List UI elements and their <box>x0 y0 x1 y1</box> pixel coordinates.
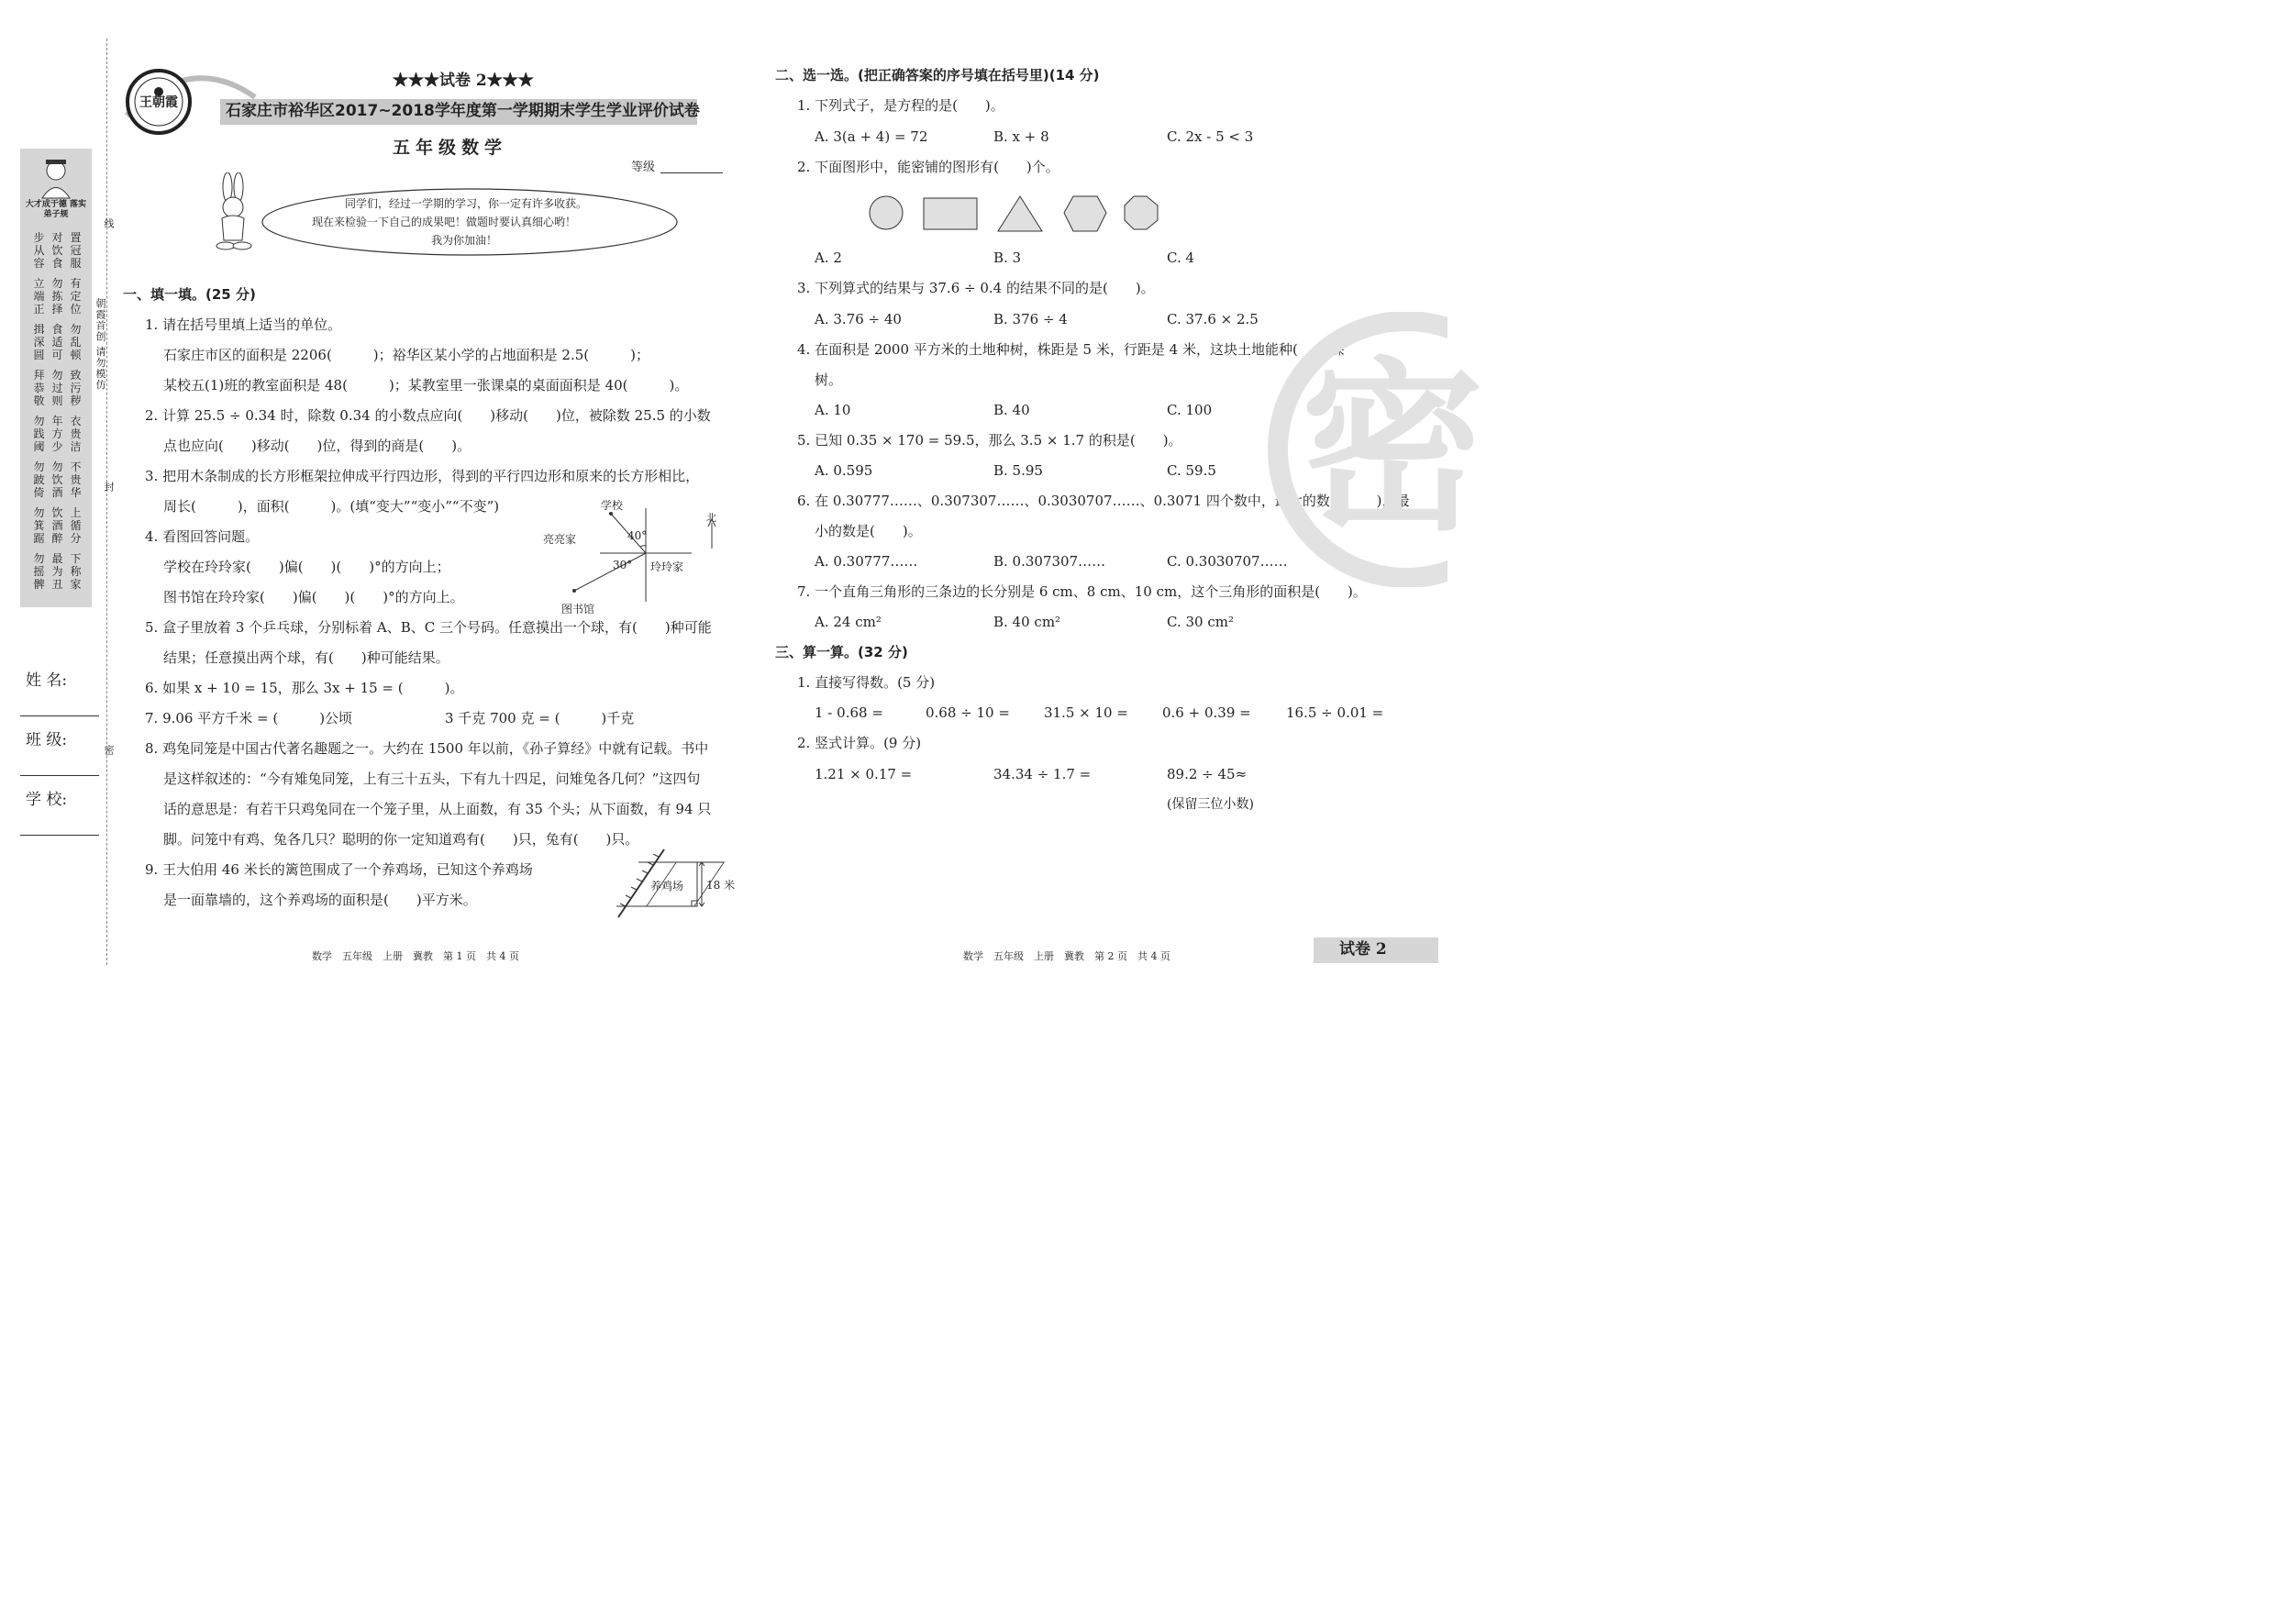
s1-line: 点也应向( )移动( )位，得到的商是( )。 <box>163 438 471 454</box>
s1-line: 是这样叙述的：“今有雉兔同笼，上有三十五头，下有九十四足，问雉兔各几何？”这四句 <box>163 771 701 787</box>
q5-text: 5. 已知 0.35 × 170 = 59.5，那么 3.5 × 1.7 的积是( )。 <box>797 432 1182 449</box>
q5-option-a: A. 0.595 <box>815 462 873 479</box>
motto-column: 勿箕踞 <box>33 506 45 545</box>
name-label: 姓 名: <box>26 671 68 690</box>
mental-calc-4: 0.6 + 0.39 = <box>1162 704 1251 721</box>
motto-column: 立端正 <box>33 277 45 316</box>
motto-column: 衣贵洁 <box>70 415 82 453</box>
s3-part1: 1. 直接写得数。(5 分) <box>797 674 936 691</box>
class-label: 班 级: <box>26 731 68 749</box>
motto-column: 最为丑 <box>51 552 63 591</box>
s1-line: 3. 把用木条制成的长方形框架拉伸成平行四边形，得到的平行四边形和原来的长方形相比， <box>145 468 700 484</box>
motto-column: 勿过则 <box>51 369 63 407</box>
paper-badge-text: 试卷 2 <box>1339 940 1387 959</box>
q4-option-a: A. 10 <box>815 402 851 418</box>
mental-calc-5: 16.5 ÷ 0.01 = <box>1286 704 1384 721</box>
motto-column: 年方少 <box>51 415 63 453</box>
motto-column: 不贵华 <box>70 460 82 499</box>
seal-mark-2: 封 <box>103 482 115 493</box>
vertical-calc-3: 89.2 ÷ 45≈ <box>1167 766 1248 782</box>
logo-text: 王朝霞 <box>139 95 178 110</box>
copyright-note: 朝霞首创 请勿模仿 <box>94 298 106 391</box>
motto-column: 勿乱顿 <box>70 323 82 361</box>
label-liangliang: 亮亮家 <box>543 533 577 546</box>
q5-option-b: B. 5.95 <box>993 462 1043 479</box>
section2-title: 二、选一选。(把正确答案的序号填在括号里)(14 分) <box>775 67 1100 83</box>
paper-number: ★★★试卷 2★★★ <box>393 72 534 90</box>
q6-text: 6. 在 0.30777……、0.307307……、0.3030707……、0.3071 四个数中，最大的数是( )，最 <box>797 493 1410 509</box>
label-library: 图书馆 <box>561 603 595 616</box>
mental-calc-1: 1 - 0.68 = <box>815 704 883 721</box>
motto-column: 勿践阈 <box>33 415 45 453</box>
seal-mark-3: 密 <box>103 745 115 756</box>
motto-column: 有定位 <box>70 277 82 316</box>
q1-text: 1. 下列式子，是方程的是( )。 <box>797 97 1004 114</box>
label-farm-side: 18 米 <box>706 879 736 892</box>
q2-option-c: C. 4 <box>1167 250 1195 266</box>
tiling-shapes <box>866 191 1169 237</box>
s1-line: 石家庄市区的面积是 2206( )；裕华区某小学的占地面积是 2.5( )； <box>163 347 649 363</box>
s1-line: 周长( )，面积( )。(填“变大”“变小”“不变”) <box>163 498 500 515</box>
motto-panel <box>20 149 92 607</box>
mental-calc-2: 0.68 ÷ 10 = <box>926 704 1010 721</box>
q3-option-a: A. 3.76 ÷ 40 <box>815 311 902 327</box>
motto-top: 大才成于德 落实弟子规 <box>25 200 87 219</box>
grade-label: 等级 <box>631 161 656 174</box>
q1-option-b: B. x + 8 <box>993 128 1049 145</box>
q2-text: 2. 下面图形中，能密铺的图形有( )个。 <box>797 159 1059 175</box>
class-field[interactable] <box>20 775 99 776</box>
label-angle-40: 40° <box>627 529 648 542</box>
motto-column: 拜恭敬 <box>33 369 45 407</box>
motto-column: 勿拣择 <box>51 277 63 316</box>
s1-line: 话的意思是：有若干只鸡兔同在一个笼子里，从上面数，有 35 个头；从下面数，有 94 只 <box>163 801 712 817</box>
rounding-note: (保留三位小数) <box>1167 797 1254 812</box>
bubble-line-2: 现在来检验一下自己的成果吧！做题时要认真细心哟！ <box>312 216 577 228</box>
s1-line: 脚。问笼中有鸡、兔各几只？聪明的你一定知道鸡有( )只，兔有( )只。 <box>163 831 639 848</box>
q7-option-b: B. 40 cm² <box>993 614 1061 630</box>
s1-line: 1. 请在括号里填上适当的单位。 <box>145 316 342 333</box>
q7-option-c: C. 30 cm² <box>1167 614 1234 630</box>
s1-line: 4. 看图回答问题。 <box>145 528 260 545</box>
section3-title: 三、算一算。(32 分) <box>775 644 908 660</box>
grade-field[interactable] <box>660 172 723 173</box>
motto-column: 揖深圆 <box>33 323 45 361</box>
subject-title: 五年级数学 <box>393 138 508 158</box>
q6-option-b: B. 0.307307…… <box>993 553 1106 570</box>
s1-line: 3 千克 700 克 = ( )千克 <box>445 710 635 726</box>
s1-line: 7. 9.06 平方千米 = ( )公顷 <box>145 710 353 726</box>
s1-line: 8. 鸡兔同笼是中国古代著名趣题之一。大约在 1500 年以前，《孙子算经》中就有记载。书中 <box>145 740 709 757</box>
label-farm: 养鸡场 <box>650 880 684 893</box>
s3-part2: 2. 竖式计算。(9 分) <box>797 735 922 751</box>
q7-option-a: A. 24 cm² <box>815 614 882 630</box>
motto-column: 下称家 <box>70 552 82 591</box>
s1-line: 6. 如果 x + 10 = 15，那么 3x + 15 = ( )。 <box>145 680 464 696</box>
school-label: 学 校: <box>26 791 68 809</box>
q2-option-a: A. 2 <box>815 250 842 266</box>
label-school: 学校 <box>601 499 624 512</box>
seal-mark-1: 线 <box>103 218 115 229</box>
exam-title: 石家庄市裕华区2017~2018学年度第一学期期末学生学业评价试卷 <box>226 102 700 120</box>
q6-option-a: A. 0.30777…… <box>815 553 918 570</box>
q1-option-a: A. 3(a + 4) = 72 <box>815 128 928 145</box>
s1-line: 是一面靠墙的，这个养鸡场的面积是( )平方米。 <box>163 892 477 908</box>
q5-option-c: C. 59.5 <box>1167 462 1216 479</box>
q4-option-b: B. 40 <box>993 402 1030 418</box>
watermark-text: 密 <box>1301 342 1485 556</box>
q4-option-c: C. 100 <box>1167 402 1213 418</box>
name-field[interactable] <box>20 715 99 716</box>
q3-option-c: C. 37.6 × 2.5 <box>1167 311 1259 327</box>
motto-column: 上循分 <box>70 506 82 545</box>
section1-title: 一、填一填。(25 分) <box>123 286 256 303</box>
q7-text: 7. 一个直角三角形的三条边的长分别是 6 cm、8 cm、10 cm，这个三角形的面积是( )。 <box>797 583 1367 600</box>
motto-column: 致污秽 <box>70 369 82 407</box>
bubble-line-1: 同学们，经过一学期的学习，你一定有许多收获。 <box>345 197 588 210</box>
footer-left: 数学 五年级 上册 冀教 第 1 页 共 4 页 <box>312 950 519 962</box>
motto-column: 食适可 <box>51 323 63 361</box>
q4-text-cont: 树。 <box>815 372 843 388</box>
label-lingling: 玲玲家 <box>650 560 684 573</box>
motto-column: 步从容 <box>33 231 45 270</box>
q4-text: 4. 在面积是 2000 平方米的土地种树，株距是 5 米，行距是 4 米，这块土地能种( )棵 <box>797 341 1345 358</box>
q6-text-cont: 小的数是( )。 <box>815 523 922 539</box>
q2-option-b: B. 3 <box>993 250 1022 266</box>
q6-option-c: C. 0.3030707…… <box>1167 553 1288 570</box>
s1-line: 5. 盒子里放着 3 个乒乓球，分别标着 A、B、C 三个号码。任意摸出一个球，有( )种可能 <box>145 619 712 636</box>
s1-line: 学校在玲玲家( )偏( )( )°的方向上； <box>163 559 450 575</box>
q1-option-c: C. 2x - 5 < 3 <box>1167 128 1254 145</box>
s1-line: 结果；任意摸出两个球，有( )种可能结果。 <box>163 649 449 666</box>
scholar-icon <box>33 154 79 200</box>
q3-option-b: B. 376 ÷ 4 <box>993 311 1068 327</box>
s1-line: 2. 计算 25.5 ÷ 0.34 时，除数 0.34 的小数点应向( )移动( )位，被除数 25.5 的小数 <box>145 407 711 424</box>
rabbit-icon <box>204 172 259 255</box>
vertical-calc-1: 1.21 × 0.17 = <box>815 766 913 782</box>
footer-right: 数学 五年级 上册 冀教 第 2 页 共 4 页 <box>963 950 1170 962</box>
motto-column: 饮酒醉 <box>51 506 63 545</box>
motto-column: 对饮食 <box>51 231 63 270</box>
school-field[interactable] <box>20 835 99 836</box>
motto-column: 置冠服 <box>70 231 82 270</box>
q3-text: 3. 下列算式的结果与 37.6 ÷ 0.4 的结果不同的是( )。 <box>797 280 1155 296</box>
s1-line: 某校五(1)班的教室面积是 48( )；某教室里一张课桌的桌面面积是 40( )。 <box>163 377 689 394</box>
motto-column: 勿摇髀 <box>33 552 45 591</box>
label-north: 北 <box>706 512 716 524</box>
bubble-line-3: 我为你加油！ <box>431 234 498 247</box>
vertical-calc-2: 34.34 ÷ 1.7 = <box>993 766 1092 782</box>
motto-column: 勿跛倚 <box>33 460 45 499</box>
mental-calc-3: 31.5 × 10 = <box>1044 704 1128 721</box>
label-angle-30: 30° <box>613 559 633 571</box>
fold-line <box>106 39 107 965</box>
s1-line: 9. 王大伯用 46 米长的篱笆围成了一个养鸡场，已知这个养鸡场 <box>145 861 533 878</box>
motto-column: 勿饮酒 <box>51 460 63 499</box>
s1-line: 图书馆在玲玲家( )偏( )( )°的方向上。 <box>163 589 464 605</box>
